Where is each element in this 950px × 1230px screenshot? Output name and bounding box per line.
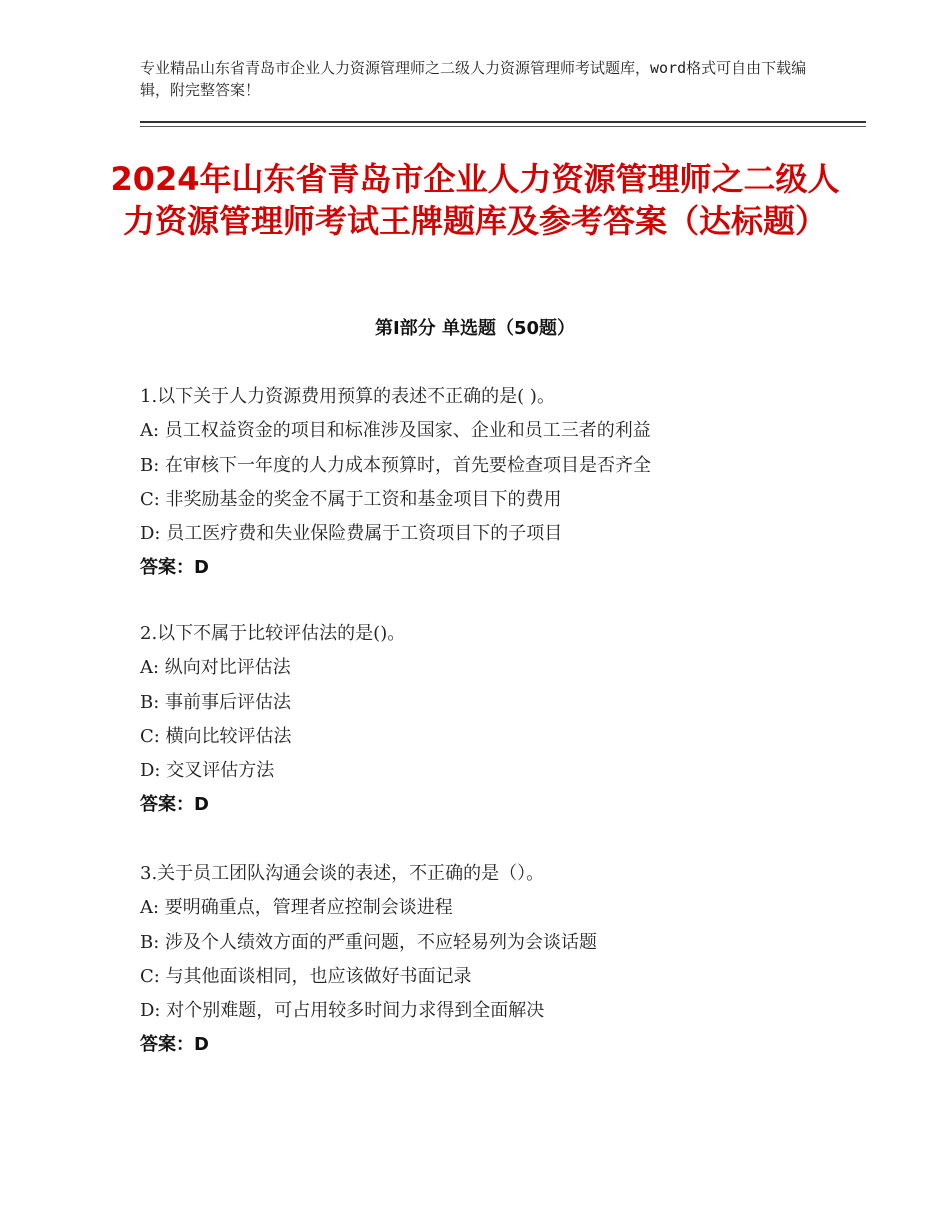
- answer: 答案：D: [140, 557, 209, 579]
- option-b: B: 事前事后评估法: [140, 691, 292, 713]
- question-stem: 3.关于员工团队沟通会谈的表述，不正确的是（）。: [140, 863, 545, 884]
- option-d: D: 交叉评估方法: [140, 760, 275, 782]
- question-1: [140, 380, 860, 586]
- option-a: A: 纵向对比评估法: [140, 657, 291, 679]
- header-note: 专业精品山东省青岛市企业人力资源管理师之二级人力资源管理师考试题库，word格式可自由下载编辑，附完整答案！: [140, 59, 807, 99]
- option-b: B: 在审核下一年度的人力成本预算时，首先要检查项目是否齐全: [140, 454, 652, 476]
- option-a: A: 要明确重点，管理者应控制会谈进程: [140, 897, 453, 919]
- header-divider-thick: [140, 121, 866, 123]
- option-c: C: 与其他面谈相同，也应该做好书面记录: [140, 965, 472, 987]
- section-title: 第Ⅰ部分 单选题（50题）: [374, 318, 575, 339]
- answer: 答案：D: [140, 1034, 209, 1056]
- option-a: A: 员工权益资金的项目和标准涉及国家、企业和员工三者的利益: [140, 420, 651, 442]
- header-divider-thin: [140, 126, 866, 127]
- question-3: [140, 857, 860, 1063]
- answer: 答案：D: [140, 794, 209, 816]
- option-d: D: 对个别难题，可占用较多时间力求得到全面解决: [140, 1000, 545, 1022]
- option-c: C: 横向比较评估法: [140, 725, 292, 747]
- option-d: D: 员工医疗费和失业保险费属于工资项目下的子项目: [140, 523, 563, 545]
- option-c: C: 非奖励基金的奖金不属于工资和基金项目下的费用: [140, 488, 562, 510]
- question-2: [140, 617, 860, 823]
- document-title: 2024年山东省青岛市企业人力资源管理师之二级人力资源管理师考试王牌题库及参考答案（达标题）: [110, 160, 840, 240]
- question-stem: 1.以下关于人力资源费用预算的表述不正确的是( )。: [140, 386, 555, 407]
- question-stem: 2.以下不属于比较评估法的是()。: [140, 623, 406, 644]
- option-b: B: 涉及个人绩效方面的严重问题，不应轻易列为会谈话题: [140, 931, 598, 953]
